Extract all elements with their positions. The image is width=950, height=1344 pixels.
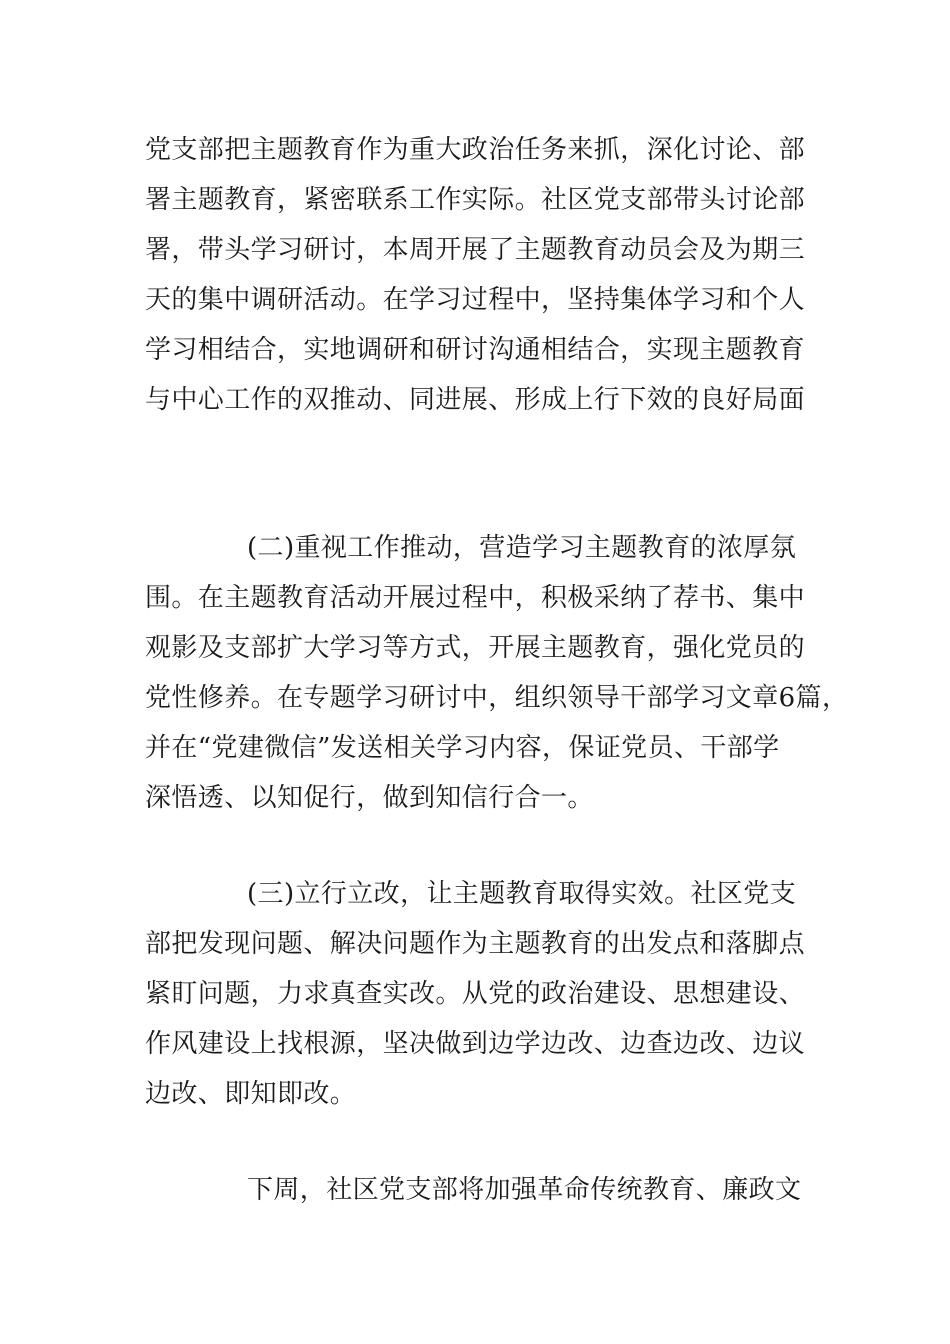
text-line: 部把发现问题、解决问题作为主题教育的出发点和落脚点 [145, 929, 806, 959]
text-line: 与中心工作的双推动、同进展、形成上行下效的良好局面 [145, 385, 806, 415]
text-line: 党支部把主题教育作为重大政治任务来抓，深化讨论、部 [145, 135, 806, 165]
text-line: 署，带头学习研讨，本周开展了主题教育动员会及为期三 [145, 235, 806, 265]
text-line: (二)重视工作推动，营造学习主题教育的浓厚氛 [247, 533, 797, 563]
text-line: 围。在主题教育活动开展过程中，积极采纳了荐书、集中 [145, 583, 806, 613]
text-line: 并在“党建微信”发送相关学习内容，保证党员、干部学 [145, 733, 780, 763]
text-line: 边改、即知即改。 [145, 1079, 357, 1109]
text-line: 学习相结合，实地调研和研讨沟通相结合，实现主题教育 [145, 335, 806, 365]
text-line: 署主题教育，紧密联系工作实际。社区党支部带头讨论部 [145, 185, 806, 215]
text-line: (三)立行立改，让主题教育取得实效。社区党支 [247, 879, 797, 909]
text-line: 紧盯问题，力求真查实改。从党的政治建设、思想建设、 [145, 979, 806, 1009]
text-line: 党性修养。在专题学习研讨中，组织领导干部学习文章6篇， [145, 683, 849, 713]
text-line: 下周，社区党支部将加强革命传统教育、廉政文 [247, 1175, 802, 1205]
text-line: 作风建设上找根源，坚决做到边学边改、边查边改、边议 [145, 1029, 806, 1059]
text-line: 观影及支部扩大学习等方式，开展主题教育，强化党员的 [145, 633, 806, 663]
text-line: 天的集中调研活动。在学习过程中，坚持集体学习和个人 [145, 285, 806, 315]
text-line: 深悟透、以知促行，做到知信行合一。 [145, 783, 594, 813]
